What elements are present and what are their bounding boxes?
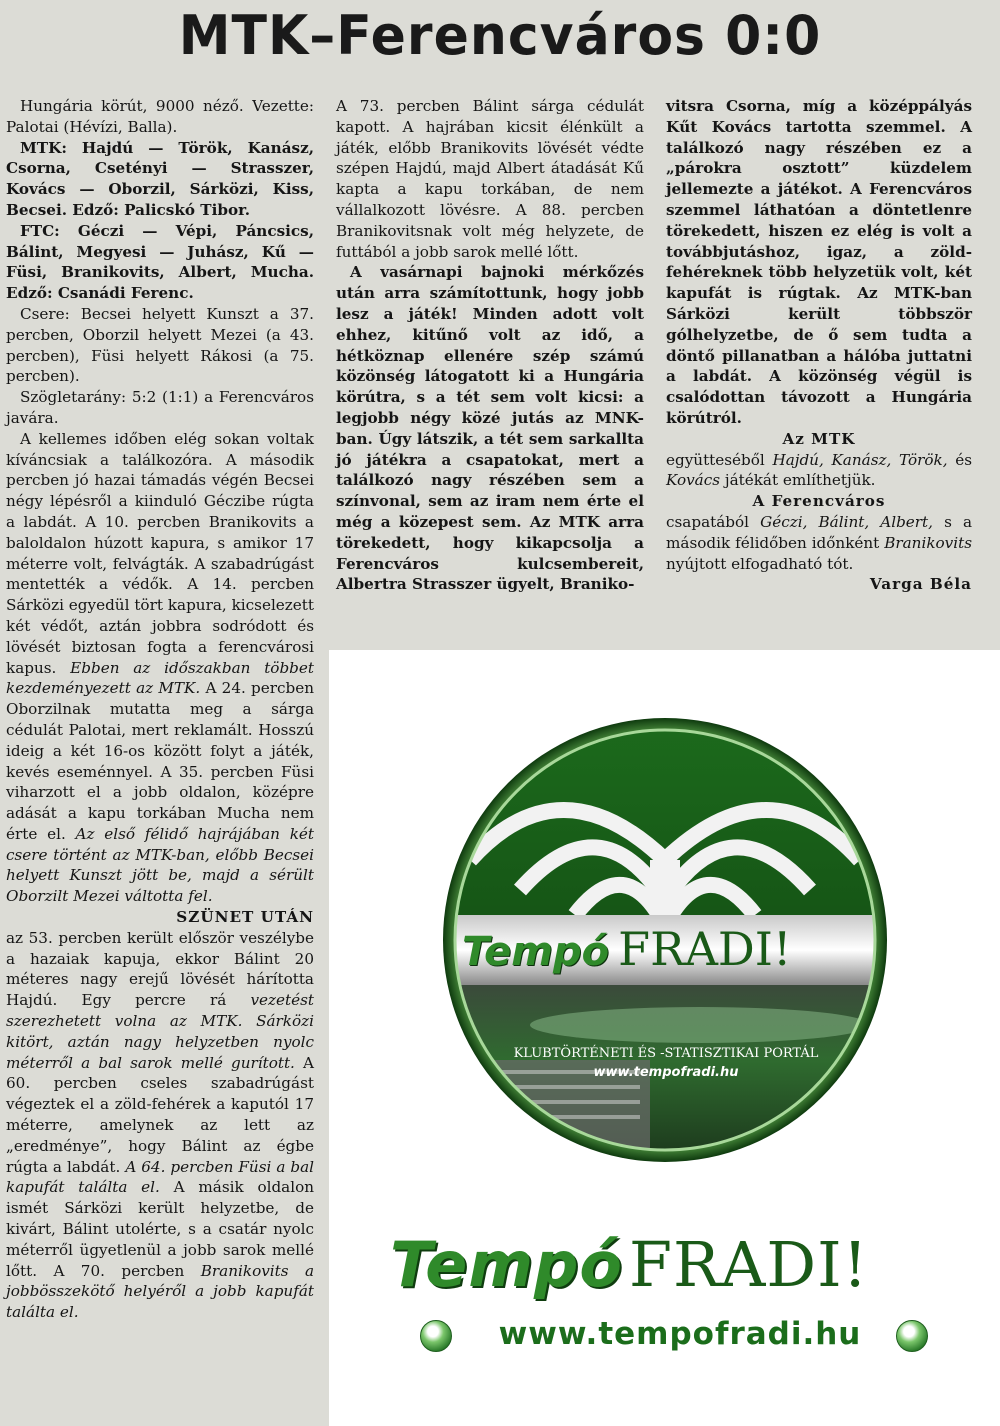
text-segment: együtteséből (666, 450, 765, 469)
text-segment: A 24. percben Oborzilnak mutatta meg a sárga cédulát Palotai, mert reklamált. Hosszú ideig a két 16-os között folyt a játék, kevés eseménnyel. A 35. percben Füsi viharzott el a jobb oldalon, középre adását a kapu torkában Mucha nem érte el. (6, 679, 315, 843)
text-segment-italic: A 64. percben Füsi a bal kapufát találta el. (6, 1157, 315, 1197)
text-segment-italic: Hajdú, Kanász, Török, (772, 450, 948, 469)
text-segment-italic: Branikovits (884, 533, 972, 552)
text-segment: játékát említhetjük. (724, 471, 876, 490)
text-segment-italic: Kovács (666, 471, 721, 490)
text-segment: csapatából (666, 512, 750, 531)
subheading-ferencvaros: A Ferencváros (752, 492, 886, 511)
ftc-lineup: FTC: Géczi — Vépi, Páncsics, Bálint, Megyesi — Juhász, Kű — Füsi, Branikovits, Albert, Mucha. Edző: Csanádi Ferenc. (6, 221, 314, 303)
badge-brand (462, 922, 862, 982)
commentary-continued: vitsra Csorna, míg a középpályás Kűt Kovács tartotta szemmel. A találkozó nagy részében ez a „párokra osztott” küzdelem jellemezte a játékot. A Ferencváros szemmel láthatóan a döntetlenre törekedett, hiszen ez elég is volt a továbbjutáshoz, igaz, a zöld-fehéreknek több helyzetük volt, két kapufát is rúgtak. Az MTK-ban Sárközi került többször gólhelyzetbe, de ő sem tudta a döntő pillanatban a hálóba juttatni a labdát. A közönség végül is csalódottan távozott a Hungária körútról. (666, 97, 972, 427)
text-segment-italic: Géczi, Bálint, Albert, (760, 512, 933, 531)
text-segment: A másik oldalon ismét Sárközi került helyzetbe, de kivárt, Bálint utolérte, s a csatár nyolc méterről ügyetlenül a jobb sarok mellé lőtt. A 70. percben (6, 1178, 314, 1280)
text-segment: A 60. percben cseles szabadrúgást végeztek el a zöld-fehérek a kaputól 17 méterre, amelynek az lett az „eredménye”, hogy Bálint az égbe rúgta a labdát. (6, 1053, 315, 1176)
text-segment-italic: Az első félidő hajrájában két csere történt az MTK-ban, előbb Becsei helyett Kunszt jött be, majd a sérült Oborzilt Mezei váltotta fel. (6, 824, 315, 906)
badge-brand-tempo: Tempó (462, 929, 610, 975)
corners: Szögletarány: 5:2 (1:1) a Ferencváros javára. (6, 388, 314, 427)
text-segment: A kellemes időben elég sokan voltak kíváncsiak a találkozóra. A második percben jó hazai támadás végén Becsei négy lépésről a kiinduló Géczibe rúgta a labdát. A 10. percben Branikovits a baloldalon húzott kapura, s amikor 17 méterre volt, felvágták. A szabadrúgást mentették a védők. A 14. percben Sárközi egyedül tört kapura, kicselezett két védőt, aztán jobbra sodródott és lövését biztosan fogta a ferencvárosi kapus. (6, 429, 314, 677)
author-signature: Varga Béla (869, 575, 972, 594)
subheading-mtk: Az MTK (782, 429, 856, 448)
wordmark-tempo: Tempó (390, 1228, 623, 1301)
soccer-ball-icon (896, 1320, 928, 1352)
commentary: A vasárnapi bajnoki mérkőzés után arra számítottunk, hogy jobb lesz a játék! Minden adott volt ehhez, kitűnő volt az idő, a hétköznap ellenére szép számú közönség látogatott ki a Hungária körútra, s a tét sem volt kicsi: a legjobb négy közé jutás az MNK-ban. Úgy látszik, a tét sem sarkallta jó játékra a csapatokat, mert a találkozó nagy részében sem a színvonal, sem az iram nem érte el még a közepest sem. Az MTK arra törekedett, hogy kikapcsolja a Ferencváros kulcsembereit, Albertra Strasszer ügyelt, Braniko- (336, 263, 644, 594)
text-segment: nyújtott elfogadható tót. (666, 554, 854, 573)
substitutions: Csere: Becsei helyett Kunszt a 37. percben, Oborzil helyett Mezei (a 43. percben), Füsi helyett Rákosi (a 75. percben). (6, 304, 314, 386)
text-segment-italic: Ebben az időszakban többet kezdeményezett az MTK. (6, 658, 314, 698)
text-segment: s a második félidőben időnként (666, 512, 972, 552)
tempofradi-wordmark (390, 1228, 990, 1318)
text-segment: és (955, 450, 972, 469)
late-game-report: A 73. percben Bálint sárga cédulát kapott. A hajrában kicsit élénkült a játék, előbb Branikovits lövését védte szépen Hajdú, majd Albert átadását Kű kapta a kapu torkában, de nem vállalkozott lövésre. A 88. percben Branikovitsnak volt még helyzete, de futtából a jobb sarok mellé lőtt. (336, 97, 644, 261)
text-segment-italic: Branikovits a jobbösszekötő helyéről a jobb kapufát találta el. (6, 1261, 315, 1322)
text-segment: az 53. percben került először veszélybe a hazaiak kapuja, ekkor Bálint 20 méteres nagy erejű lövését hárította Hajdú. Egy percre rá (6, 928, 314, 1010)
headline: MTK–Ferencváros 0:0 (178, 4, 822, 68)
mtk-lineup: MTK: Hajdú — Török, Kanász, Csorna, Csetényi — Strasszer, Kovács — Oborzil, Sárközi, Kiss, Becsei. Edző: Palicskó Tibor. (6, 138, 314, 219)
badge-brand-fradi: FRADI! (618, 922, 792, 976)
badge-tagline: KLUBTÖRTÉNETI ÉS -STATISZTIKAI PORTÁL (513, 1046, 819, 1061)
badge-url: www.tempofradi.hu (593, 1065, 739, 1080)
wordmark-url: www.tempofradi.hu (498, 1316, 862, 1352)
text-segment-italic: vezetést szerezhetett volna az MTK. Sárközi kitört, aztán nagy helyzetben nyolc méterről a bal sarok mellé gurított. (6, 991, 314, 1072)
wordmark-fradi: FRADI! (628, 1228, 869, 1301)
match-info: Hungária körút, 9000 néző. Vezette: Palotai (Hévízi, Balla). (6, 97, 314, 136)
subheading-after-break: SZÜNET UTÁN (176, 908, 314, 927)
